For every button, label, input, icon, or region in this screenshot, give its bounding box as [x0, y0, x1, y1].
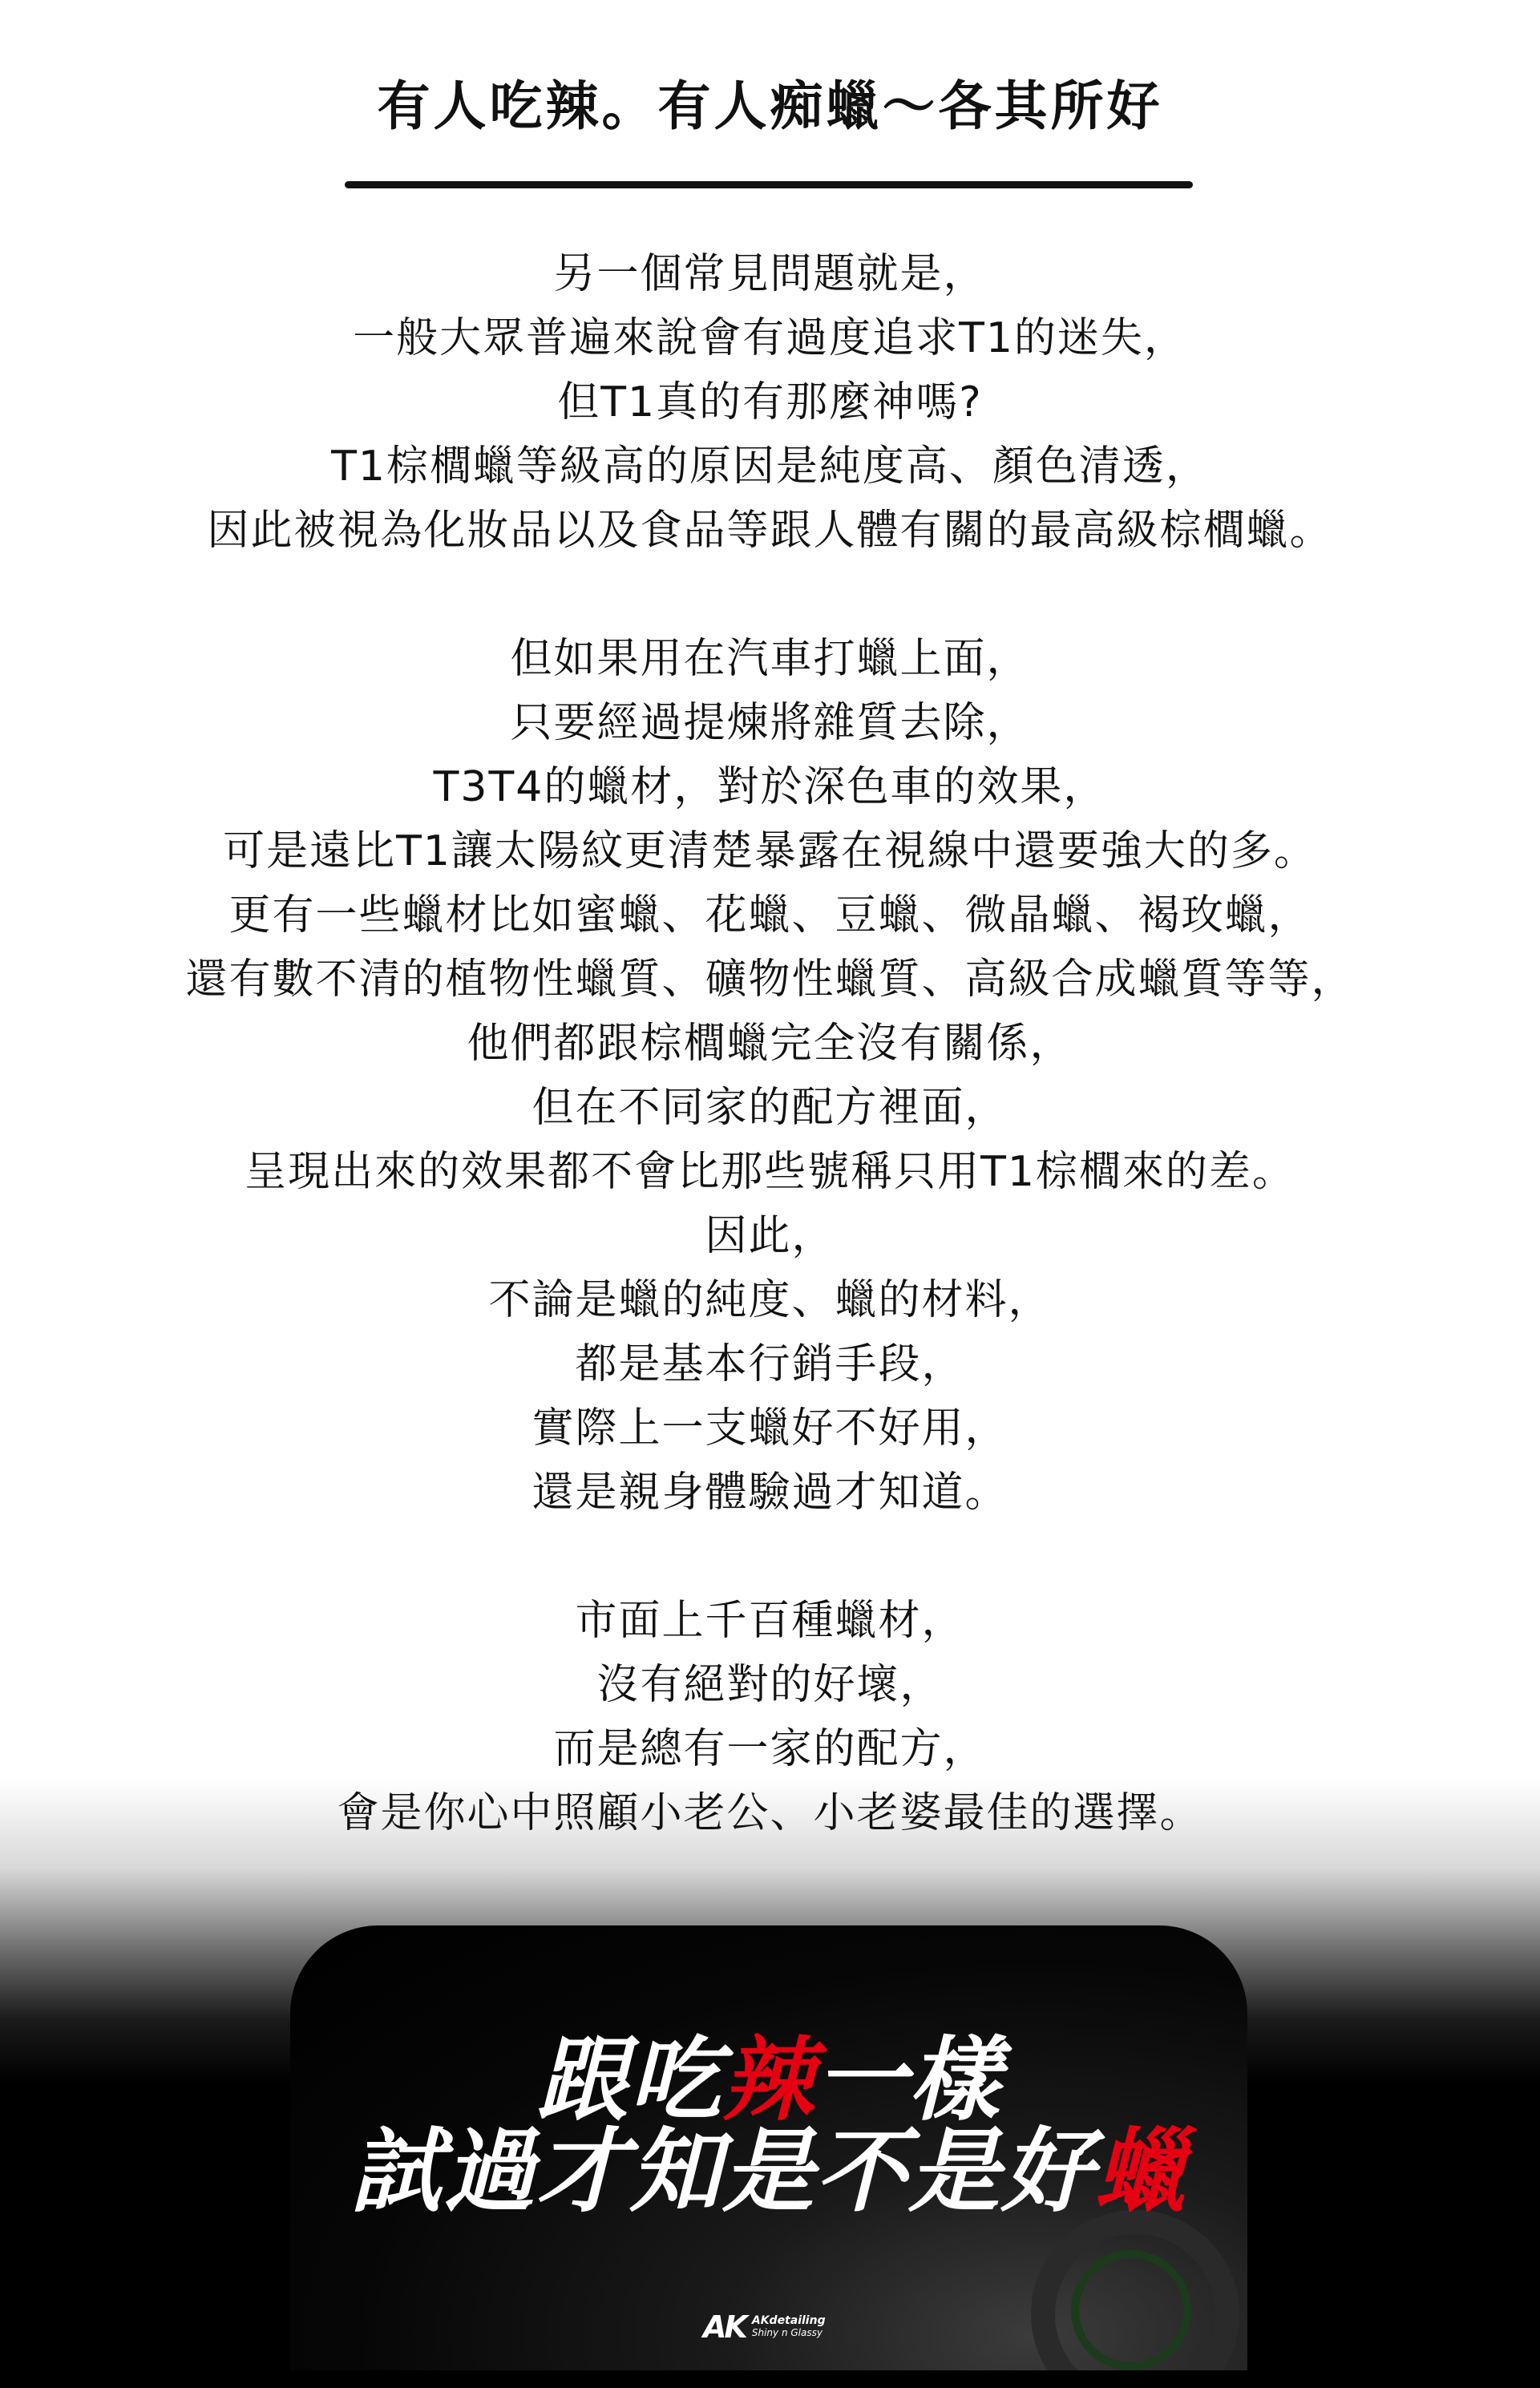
car-wheel-accent-graphic [1071, 2250, 1191, 2370]
text-line: 但如果用在汽車打蠟上面， [510, 635, 1030, 683]
text-line: T1棕櫚蠟等級高的原因是純度高、顏色清透， [331, 442, 1209, 491]
text-line: 還是親身體驗過才知道。 [532, 1469, 1008, 1517]
paragraph-1 [0, 242, 1540, 563]
banner-text: 跟吃 [536, 2026, 722, 2133]
text-line: 他們都跟棕櫚蠟完全沒有關係， [467, 1020, 1073, 1068]
paragraph-spacer [0, 1525, 1540, 1589]
paragraph-3 [0, 1589, 1540, 1845]
text-line: 還有數不清的植物性蠟質、礦物性蠟質、高級合成蠟質等等， [185, 956, 1355, 1004]
text-line: 沒有絕對的好壞， [596, 1661, 944, 1709]
article-body [0, 242, 1540, 1845]
logo-tagline: Shiny n Glassy [751, 2327, 823, 2338]
banner-headline-line-2 [290, 2119, 1247, 2224]
banner-text: 一樣 [815, 2026, 1002, 2133]
banner-headline-line-1 [290, 2028, 1247, 2132]
logo-name: AKdetailing [751, 2314, 826, 2327]
banner-accent-text: 辣 [721, 2026, 815, 2133]
text-line: 另一個常見問題就是， [553, 250, 987, 298]
text-line: 都是基本行銷手段， [575, 1340, 965, 1388]
text-line: 只要經過提煉將雜質去除， [510, 699, 1030, 747]
logo-mark: AK [703, 2309, 746, 2345]
logo-text [752, 2315, 826, 2339]
text-line: 而是總有一家的配方， [553, 1725, 987, 1773]
title-divider [345, 181, 1193, 188]
text-line: 一般大眾普遍來說會有過度追求T1的迷失， [353, 314, 1187, 362]
text-line: 市面上千百種蠟材， [575, 1597, 965, 1645]
text-line: 不論是蠟的純度、蠟的材料， [488, 1276, 1052, 1324]
text-line: 但T1真的有那麼神嗎? [557, 378, 983, 426]
text-line: 更有一些蠟材比如蜜蠟、花蠟、豆蠟、微晶蠟、褐玫蠟， [228, 891, 1312, 939]
text-line: 因此， [705, 1212, 835, 1260]
banner-text: 試過才知是不是好 [350, 2118, 1094, 2224]
paragraph-spacer [0, 563, 1540, 627]
text-line: 因此被視為化妝品以及食品等跟人體有關的最高級棕櫚蠟。 [207, 507, 1333, 555]
paragraph-2 [0, 627, 1540, 1525]
text-line: 可是遠比T1讓太陽紋更清楚暴露在視線中還要強大的多。 [223, 827, 1317, 875]
text-line: 會是你心中照顧小老公、小老婆最佳的選擇。 [337, 1789, 1203, 1837]
text-line: 呈現出來的效果都不會比那些號稱只用T1棕櫚來的差。 [245, 1148, 1295, 1196]
text-line: 但在不同家的配方裡面， [532, 1084, 1008, 1132]
text-line: 實際上一支蠟好不好用， [532, 1404, 1008, 1453]
page-title: 有人吃辣。有人痴蠟～各其所好 [377, 75, 1163, 137]
promo-banner [290, 1925, 1247, 2370]
banner-accent-text: 蠟 [1094, 2118, 1188, 2224]
brand-logo [703, 2309, 826, 2346]
text-line: T3T4的蠟材，對於深色車的效果， [433, 763, 1107, 811]
